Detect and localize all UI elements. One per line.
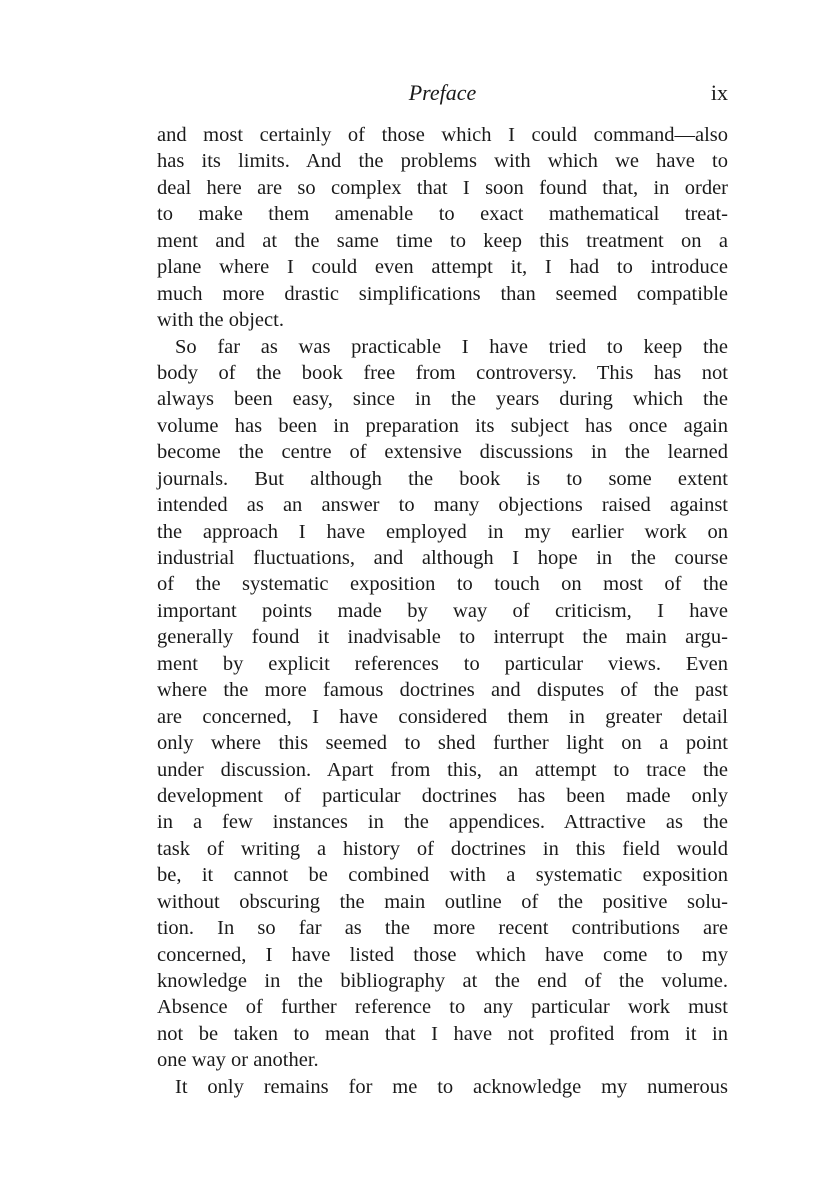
text-line: knowledge in the bibliography at the end of the volume. [157,970,728,992]
text-line: volume has been in preparation its subject has once again [157,414,728,437]
text-line: the approach I have employed in my earlier work on [157,520,728,543]
text-line: development of particular doctrines has been made only [157,784,728,807]
text-line: under discussion. Apart from this, an attempt to trace the [157,758,728,781]
text-line: with the object. [157,309,284,332]
text-line: not be taken to mean that I have not profited from it in [157,1022,728,1045]
text-line: journals. But although the book is to some extent [157,467,728,490]
text-line: body of the book free from controversy. This has not [157,361,728,384]
text-line: ment by explicit references to particular views. Even [157,652,728,675]
text-line: plane where I could even attempt it, I had to introduce [157,256,728,279]
text-line: Absence of further reference to any particular work must [157,996,728,1019]
text-line: in a few instances in the appendices. Attractive as the [157,811,728,834]
text-line: generally found it inadvisable to interrupt the main argu- [157,626,728,649]
text-line: important points made by way of criticism, I have [157,599,728,622]
text-line: be, it cannot be combined with a systematic exposition [157,864,728,887]
text-line: become the centre of extensive discussions in the learned [157,441,728,464]
text-line: deal here are so complex that I soon found that, in order [157,176,728,199]
text-line: of the systematic exposition to touch on most of the [157,573,728,596]
body-text [157,122,728,1100]
text-line: much more drastic simplifications than seemed compatible [157,282,728,305]
text-line: to make them amenable to exact mathematical treat- [157,203,728,226]
text-line: intended as an answer to many objections raised against [157,494,728,517]
page-number: ix [710,80,728,105]
page-header [157,80,728,110]
text-line: only where this seemed to shed further light on a point [157,732,728,755]
text-line: where the more famous doctrines and disputes of the past [157,679,728,702]
paragraph-first-line: So far as was practicable I have tried to keep the [175,335,728,358]
text-line: industrial fluctuations, and although I hope in the course [157,547,728,569]
text-line: task of writing a history of doctrines in this field would [157,837,728,860]
text-line: are concerned, I have considered them in greater detail [157,705,728,728]
text-line: has its limits. And the problems with which we have to [157,150,728,173]
text-line: always been easy, since in the years during which the [157,388,728,411]
paragraph-first-line: It only remains for me to acknowledge my numerous [175,1075,728,1098]
text-line: concerned, I have listed those which have come to my [157,943,728,966]
running-title: Preface [408,80,477,105]
text-line: without obscuring the main outline of the positive solu- [157,890,728,913]
text-line: ment and at the same time to keep this treatment on a [157,229,728,252]
text-line: tion. In so far as the more recent contributions are [157,917,728,940]
text-line: one way or another. [157,1049,319,1072]
text-line: and most certainly of those which I could command—also [157,124,728,146]
